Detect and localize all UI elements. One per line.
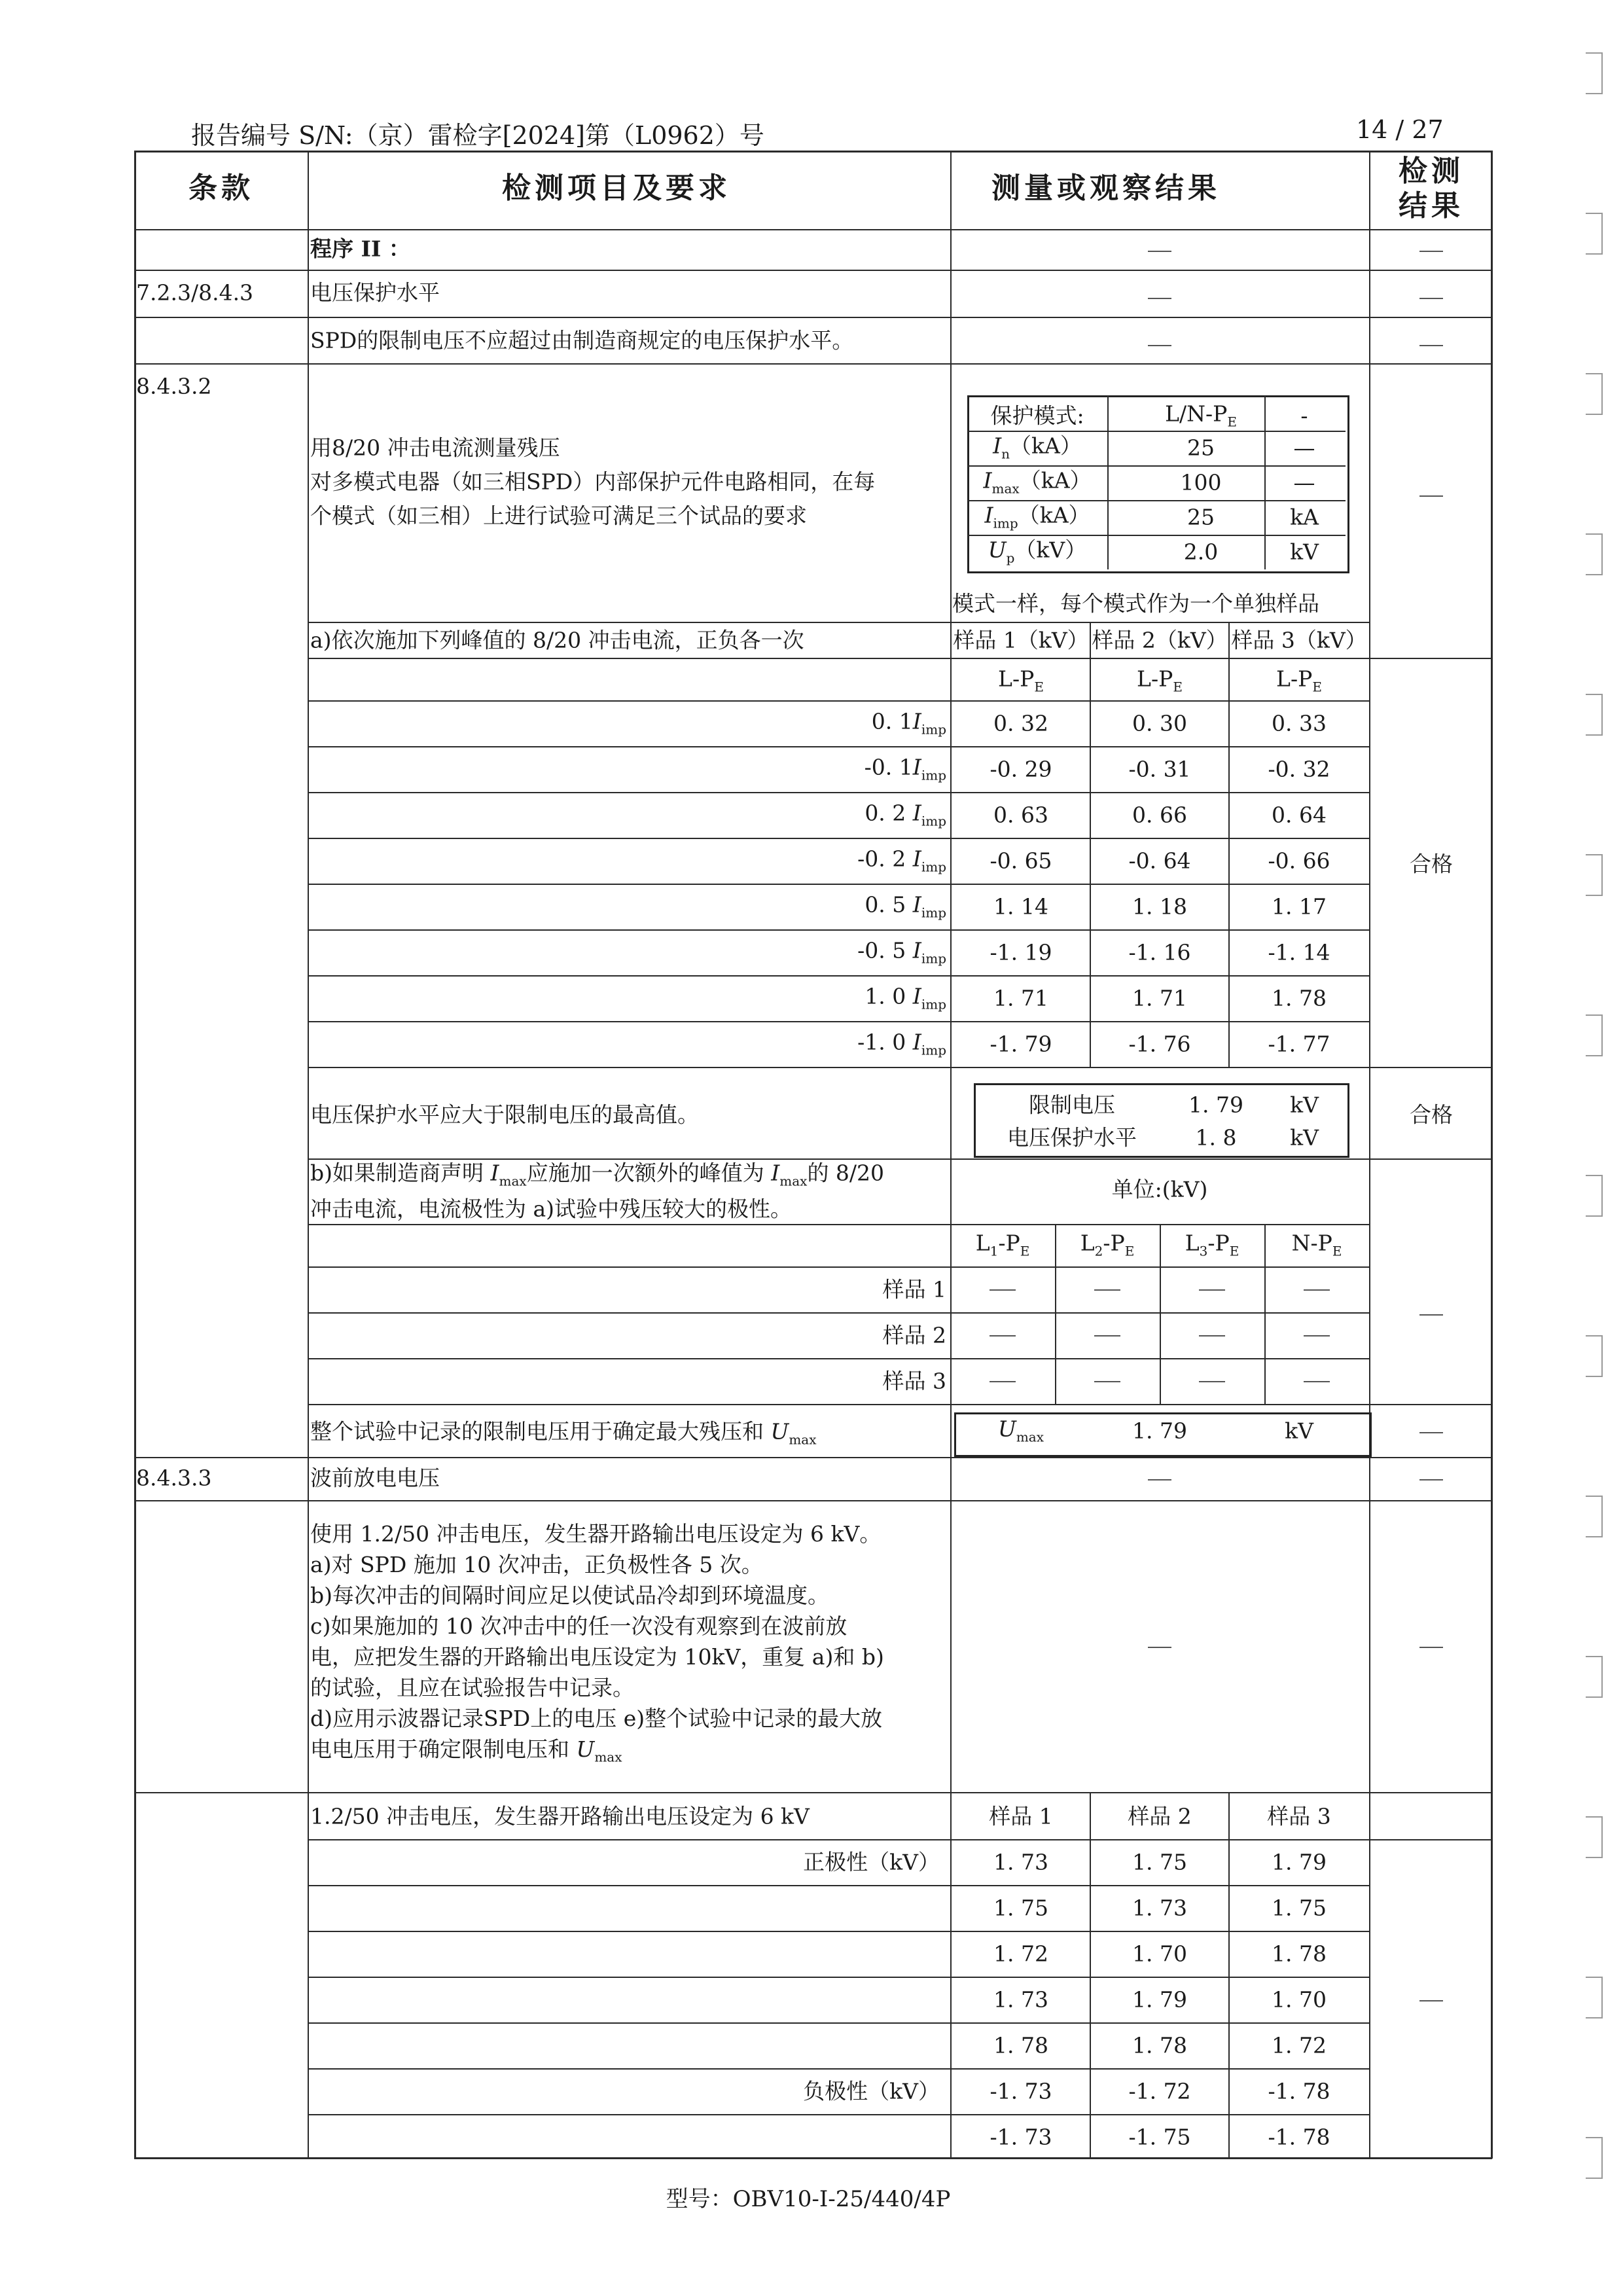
residual-value: -1. 19: [990, 939, 1052, 965]
grid-line: [308, 1021, 1369, 1022]
grid-line: [308, 1839, 1492, 1840]
procedure-label: 程序 II ：: [310, 236, 410, 262]
dash-mark: [1199, 1335, 1225, 1336]
grid-line: [134, 1500, 1492, 1501]
mode-label: $L-P_E$: [1276, 666, 1322, 695]
residual-value: 1. 17: [1272, 893, 1327, 920]
binder-tab: [1586, 1816, 1603, 1858]
param-value: 25: [1187, 435, 1215, 461]
front-discharge-procedure: 使用 1.2/50 冲击电压，发生器开路输出电压设定为 6 kV。 a)对 SPD 施加 10 次冲击，正负极性各 5 次。 b)每次冲击的间隔时间应足以使试品冷却到环境温度。 c)如果施加的 10 次冲击中的任一次没有观察到在波前放 电，应把发生器的开路输出电压设定为 10kV，重复 a)和 b) 的试验，且应在试验报告中记录。 d)应用示波器记录SPD上的电压 e)整个试验中记录的最大放 电电压用于确定限制电压和 $U_{max}$: [310, 1521, 884, 1765]
footer-model: 型号：OBV10-I-25/440/4P: [666, 2186, 951, 2212]
grid-line: [308, 884, 1369, 885]
binder-tab: [1586, 1496, 1603, 1537]
imp-sample-1: 样品 1: [989, 1803, 1053, 1829]
binder-tab: [1586, 1014, 1603, 1056]
limit-label: 限制电压: [1029, 1092, 1115, 1118]
report-number: 报告编号 S/N:（京）雷检字[2024]第（L0962）号: [191, 121, 764, 150]
grid-line: [1055, 1224, 1056, 1404]
grid-line: [308, 658, 1492, 659]
dash-mark: [1304, 1335, 1330, 1336]
sample2-kv: 样品 2（kV）: [1092, 627, 1228, 653]
dash-mark: [1094, 1335, 1120, 1336]
sample3-kv: 样品 3（kV）: [1231, 627, 1367, 653]
dash-mark: [1419, 1314, 1443, 1316]
residual-value: -1. 79: [990, 1031, 1052, 1057]
dash-mark: [1199, 1381, 1225, 1382]
a-text: a)依次施加下列峰值的 8/20 冲击电流，正负各一次: [310, 627, 804, 653]
imp-level: 0. 5 $I_{imp}$: [865, 891, 946, 921]
imp-level: -0. 5 $I_{imp}$: [857, 937, 946, 967]
binder-tab: [1586, 1977, 1603, 2018]
unit-kv: 单位:(kV): [1111, 1176, 1208, 1202]
dash-mark: [1419, 1479, 1443, 1480]
b-mode: $N-P_E$: [1291, 1230, 1342, 1259]
page-number: 14 / 27: [1356, 115, 1444, 144]
item-front-discharge: 波前放电电压: [310, 1465, 440, 1491]
grid-line: [1090, 1792, 1091, 2159]
grid-line: [308, 622, 1369, 623]
residual-text-1: 用8/20 冲击电流测量残压: [310, 435, 560, 461]
binder-tab: [1586, 694, 1603, 736]
umax-label: $U_{max}$: [998, 1416, 1044, 1445]
grid-line: [1491, 151, 1493, 2159]
grid-line: [308, 1358, 1369, 1359]
impulse-value: 1. 78: [993, 2032, 1048, 2058]
residual-value: 0. 33: [1272, 710, 1327, 736]
limit-unit: kV: [1290, 1092, 1319, 1118]
vp-text: 电压保护水平应大于限制电压的最高值。: [310, 1102, 699, 1128]
grid-line: [308, 1224, 1369, 1225]
binder-tab: [1586, 52, 1603, 94]
residual-text-2: 对多模式电器（如三相SPD）内部保护元件电路相同，在每: [310, 469, 876, 495]
grid-line: [308, 1266, 1369, 1268]
residual-value: -1. 14: [1268, 939, 1330, 965]
vp-value: 1. 8: [1195, 1124, 1237, 1151]
dash-mark: [990, 1289, 1016, 1291]
params-grid-line: [967, 431, 1346, 432]
b-text-1: b)如果制造商声明 $I_{max}$应施加一次额外的峰值为 $I_{max}$的 8/20: [310, 1160, 885, 1189]
grid-line: [950, 151, 952, 2159]
dash-mark: [1419, 495, 1443, 497]
grid-line: [308, 746, 1369, 747]
imp-text: 1.2/50 冲击电压，发生器开路输出电压设定为 6 kV: [310, 1803, 810, 1829]
imp-sample-2: 样品 2: [1128, 1803, 1192, 1829]
grid-line: [308, 1312, 1369, 1314]
param-unit: kV: [1290, 539, 1319, 565]
mode-note: 模式一样，每个模式作为一个单独样品: [952, 590, 1319, 617]
limit-value: 1. 79: [1188, 1092, 1243, 1118]
grid-line: [134, 229, 1492, 230]
grid-line: [1090, 622, 1091, 1067]
residual-text-3: 个模式（如三相）上进行试验可满足三个试品的要求: [310, 503, 807, 529]
residual-value: -1. 16: [1128, 939, 1191, 965]
result-pass-2: 合格: [1410, 1102, 1453, 1128]
grid-line: [308, 1885, 1369, 1886]
grid-line: [134, 363, 1492, 365]
b-sample-label: 样品 3: [882, 1368, 946, 1394]
b-sample-label: 样品 1: [882, 1276, 946, 1302]
params-h3: -: [1300, 403, 1308, 429]
dash-mark: [1199, 1289, 1225, 1291]
grid-line: [308, 975, 1369, 977]
params-h2: $L/N-P_E$: [1165, 401, 1237, 430]
dash-mark: [1094, 1381, 1120, 1382]
vp-unit: kV: [1290, 1124, 1319, 1151]
col-item: 检测项目及要求: [502, 171, 731, 205]
impulse-value: -1. 73: [990, 2124, 1052, 2150]
impulse-value: -1. 75: [1128, 2124, 1191, 2150]
impulse-value: 1. 79: [1132, 1986, 1187, 2013]
grid-line: [308, 1067, 1492, 1068]
residual-value: 0. 66: [1132, 802, 1187, 828]
impulse-value: -1. 78: [1268, 2078, 1330, 2104]
dash-mark: [1148, 298, 1171, 299]
param-unit: —: [1293, 435, 1315, 461]
imp-level: -1. 0 $I_{imp}$: [857, 1029, 946, 1058]
params-grid-line: [1264, 395, 1266, 569]
impulse-value: 1. 75: [1272, 1895, 1327, 1921]
binder-tab: [1586, 1335, 1603, 1377]
params-grid-line: [967, 535, 1346, 536]
dash-mark: [990, 1381, 1016, 1382]
param-name: $I_{max}(kA)$: [983, 467, 1092, 497]
residual-value: 1. 14: [993, 893, 1048, 920]
residual-value: -0. 32: [1268, 756, 1330, 782]
impulse-value: 1. 72: [993, 1941, 1048, 1967]
col-measure: 测量或观察结果: [991, 171, 1221, 205]
grid-line: [134, 151, 136, 2159]
grid-line: [308, 838, 1369, 839]
residual-value: 1. 18: [1132, 893, 1187, 920]
dash-mark: [1419, 298, 1443, 299]
dash-mark: [1304, 1289, 1330, 1291]
grid-line: [134, 270, 1492, 271]
impulse-value: 1. 75: [993, 1895, 1048, 1921]
grid-line: [1369, 151, 1370, 2159]
binder-tab: [1586, 533, 1603, 575]
binder-tab: [1586, 373, 1603, 415]
grid-line: [1228, 622, 1230, 1067]
grid-line: [134, 317, 1492, 318]
grid-line: [134, 1792, 1492, 1793]
neg-label: 负极性（kV）: [803, 2078, 940, 2104]
param-unit: —: [1293, 469, 1315, 495]
clause-7-2-3: 7.2.3/8.4.3: [136, 279, 254, 306]
dash-mark: [1148, 251, 1171, 252]
impulse-value: 1. 75: [1132, 1849, 1187, 1875]
imp-level: 1. 0 $I_{imp}$: [865, 983, 946, 1013]
umax-unit: kV: [1285, 1418, 1313, 1444]
impulse-value: 1. 78: [1132, 2032, 1187, 2058]
impulse-value: 1. 73: [993, 1849, 1048, 1875]
col-clause: 条款: [188, 171, 254, 205]
b-mode: $L_3-P_E$: [1185, 1230, 1240, 1259]
dash-mark: [1419, 251, 1443, 252]
dash-mark: [1419, 1647, 1443, 1648]
impulse-value: 1. 73: [1132, 1895, 1187, 1921]
impulse-value: 1. 70: [1132, 1941, 1187, 1967]
result-pass-1: 合格: [1410, 851, 1453, 877]
residual-value: -0. 31: [1128, 756, 1191, 782]
impulse-value: 1. 72: [1272, 2032, 1327, 2058]
grid-line: [1160, 1224, 1161, 1404]
b-mode: $L_2-P_E$: [1080, 1230, 1135, 1259]
impulse-value: -1. 72: [1128, 2078, 1191, 2104]
item-spd-limit: SPD的限制电压不应超过由制造商规定的电压保护水平。: [310, 327, 854, 353]
param-value: 100: [1180, 469, 1222, 495]
dash-mark: [1419, 2000, 1443, 2001]
params-grid-line: [1107, 395, 1109, 569]
grid-line: [308, 792, 1369, 793]
param-value: 25: [1187, 504, 1215, 530]
residual-value: 1. 71: [993, 985, 1048, 1011]
residual-value: 0. 64: [1272, 802, 1327, 828]
param-name: $U_p(kV)$: [988, 537, 1087, 566]
dash-mark: [1148, 1479, 1171, 1480]
impulse-value: 1. 78: [1272, 1941, 1327, 1967]
residual-value: -0. 65: [990, 848, 1052, 874]
params-grid-line: [967, 500, 1346, 501]
impulse-value: -1. 73: [990, 2078, 1052, 2104]
grid-line: [134, 2157, 1492, 2159]
grid-line: [1228, 1792, 1230, 2159]
grid-line: [308, 151, 309, 2159]
dash-mark: [1419, 345, 1443, 346]
col-result-1: 检测: [1399, 154, 1464, 188]
residual-value: 1. 71: [1132, 985, 1187, 1011]
imp-level: -0. 2 $I_{imp}$: [857, 846, 946, 875]
umax-value: 1. 79: [1132, 1418, 1187, 1444]
residual-value: 0. 32: [993, 710, 1048, 736]
dash-mark: [990, 1335, 1016, 1336]
imp-level: -0. $1I_{imp}$: [864, 754, 946, 783]
residual-value: -0. 29: [990, 756, 1052, 782]
param-name: $I_n(kA)$: [993, 433, 1082, 462]
binder-tab: [1586, 1175, 1603, 1217]
params-h1: 保护模式:: [990, 403, 1084, 429]
grid-line: [134, 1457, 1492, 1458]
grid-line: [308, 2068, 1369, 2070]
binder-tab: [1586, 1656, 1603, 1698]
dash-mark: [1419, 1432, 1443, 1433]
binder-tab: [1586, 213, 1603, 255]
residual-value: -1. 77: [1268, 1031, 1330, 1057]
params-grid-line: [967, 465, 1346, 467]
residual-value: 1. 78: [1272, 985, 1327, 1011]
grid-line: [308, 700, 1369, 702]
mode-label: $L-P_E$: [998, 666, 1044, 695]
grid-line: [308, 929, 1369, 931]
residual-value: -1. 76: [1128, 1031, 1191, 1057]
impulse-value: 1. 70: [1272, 1986, 1327, 2013]
b-sample-label: 样品 2: [882, 1322, 946, 1348]
b-mode: $L_1-P_E$: [975, 1230, 1030, 1259]
mode-label: $L-P_E$: [1137, 666, 1183, 695]
item-voltage-protection: 电压保护水平: [310, 279, 440, 306]
sample1-kv: 样品 1（kV）: [953, 627, 1089, 653]
vp-label: 电压保护水平: [1007, 1124, 1137, 1151]
col-result-2: 结果: [1399, 189, 1464, 223]
param-name: $I_{imp}(kA)$: [984, 502, 1090, 531]
dash-mark: [1304, 1381, 1330, 1382]
grid-line: [134, 151, 1492, 152]
param-value: 2.0: [1183, 539, 1219, 565]
impulse-value: 1. 73: [993, 1986, 1048, 2013]
residual-value: 0. 63: [993, 802, 1048, 828]
grid-line: [308, 2022, 1369, 2024]
grid-line: [308, 1158, 1492, 1160]
impulse-value: 1. 79: [1272, 1849, 1327, 1875]
imp-level: 0. 2 $I_{imp}$: [865, 800, 946, 829]
record-text: 整个试验中记录的限制电压用于确定最大残压和 $U_{max}$: [310, 1418, 817, 1448]
residual-value: -0. 66: [1268, 848, 1330, 874]
residual-value: 0. 30: [1132, 710, 1187, 736]
binder-tab: [1586, 854, 1603, 896]
clause-8-4-3-2: 8.4.3.2: [136, 373, 212, 399]
dash-mark: [1148, 345, 1171, 346]
pos-label: 正极性（kV）: [803, 1849, 940, 1875]
grid-line: [308, 1931, 1369, 1932]
impulse-value: -1. 78: [1268, 2124, 1330, 2150]
b-text-2: 冲击电流，电流极性为 a)试验中残压较大的极性。: [310, 1196, 793, 1222]
param-unit: kA: [1290, 504, 1319, 530]
grid-line: [1264, 1224, 1266, 1404]
dash-mark: [1094, 1289, 1120, 1291]
binder-tab: [1586, 2137, 1603, 2179]
dash-mark: [1148, 1647, 1171, 1648]
residual-value: -0. 64: [1128, 848, 1191, 874]
grid-line: [308, 2114, 1369, 2115]
clause-8-4-3-3: 8.4.3.3: [136, 1465, 212, 1491]
grid-line: [308, 1977, 1369, 1978]
grid-line: [308, 1404, 1492, 1405]
imp-level: 0. $1I_{imp}$: [871, 708, 946, 738]
imp-sample-3: 样品 3: [1267, 1803, 1331, 1829]
